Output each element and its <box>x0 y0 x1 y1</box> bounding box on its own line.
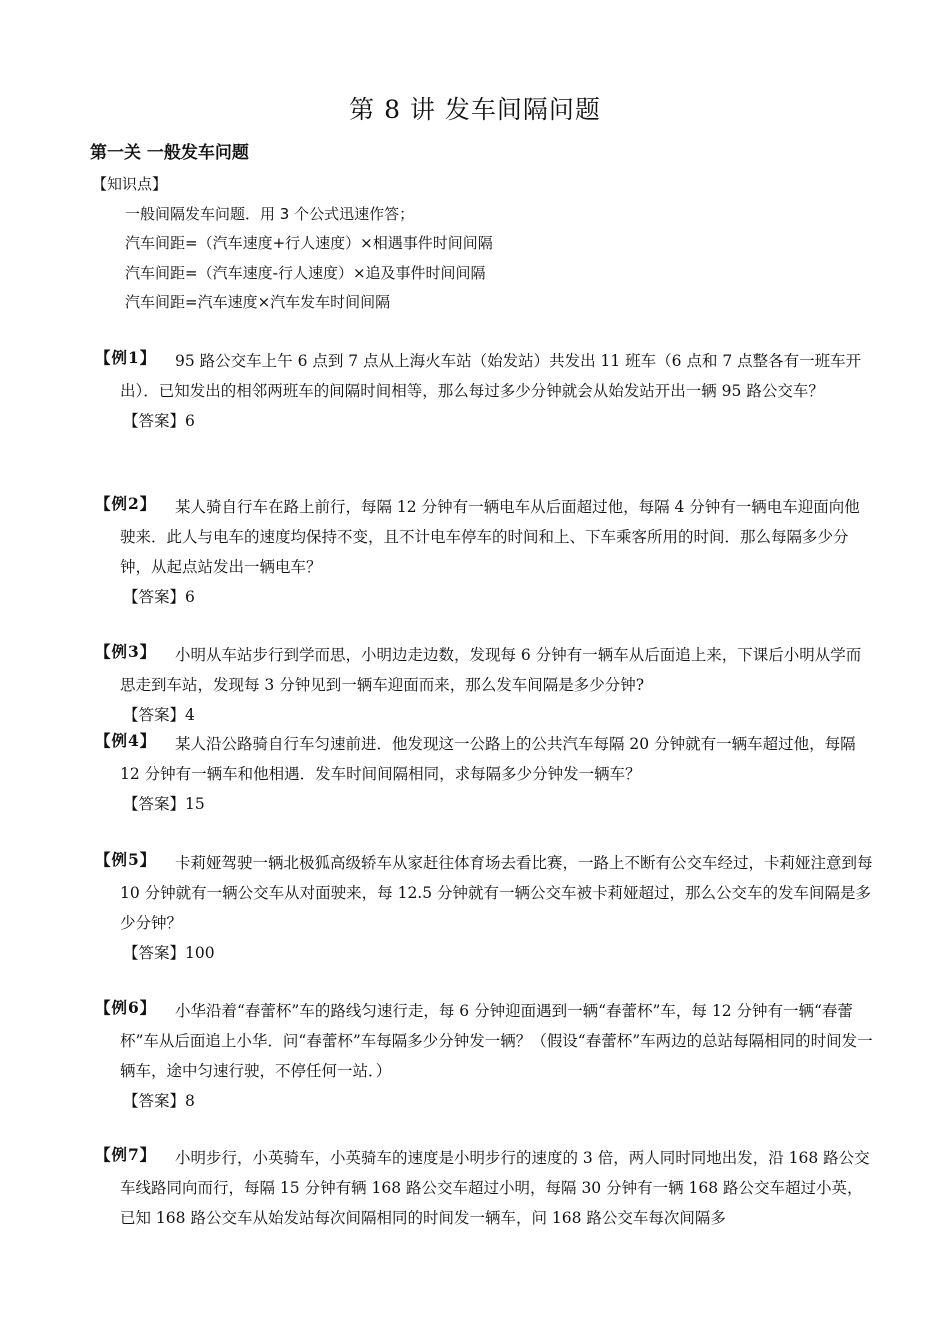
example-question: 某人沿公路骑自行车匀速前进．他发现这一公路上的公共汽车每隔 20 分钟就有一辆车超过他，每隔 12 分钟有一辆车和他相遇．发车时间间隔相同，求每隔多少分钟发一辆车？ <box>120 735 856 783</box>
example-2 <box>95 492 875 612</box>
example-question: 卡莉娅驾驶一辆北极狐高级轿车从家赶往体育场去看比赛，一路上不断有公交车经过，卡莉娅注意到每 10 分钟就有一辆公交车从对面驶来，每 12.5 分钟就有一辆公交车被卡莉娅超过，那么公交车的发车间隔是多少分钟？ <box>120 854 873 932</box>
example-label: 【例2】 <box>95 494 157 513</box>
formula-line-chase: 汽车间距=（汽车速度-行人速度）×追及事件时间间隔 <box>125 264 486 282</box>
example-answer: 【答案】6 <box>123 412 195 430</box>
example-question: 95 路公交车上午 6 点到 7 点从上海火车站（始发站）共发出 11 班车（6 点和 7 点整各有一班车开出）．已知发出的相邻两班车的间隔时间相等，那么每过多少分钟就会从始发站开出一辆 95 路公交车？ <box>120 352 862 400</box>
example-label: 【例5】 <box>95 850 157 869</box>
example-answer: 【答案】15 <box>123 795 205 813</box>
example-4 <box>95 729 875 819</box>
example-answer: 【答案】6 <box>123 588 195 606</box>
example-question: 小华沿着“春蕾杯”车的路线匀速行走，每 6 分钟迎面遇到一辆“春蕾杯”车，每 12 分钟有一辆“春蕾杯”车从后面追上小华．问“春蕾杯”车每隔多少分钟发一辆？（假设“春蕾杯”车两边的总站每隔相同的时间发一辆车，途中匀速行驶，不停任何一站．） <box>120 1002 873 1080</box>
example-question: 某人骑自行车在路上前行，每隔 12 分钟有一辆电车从后面超过他，每隔 4 分钟有一辆电车迎面向他驶来．此人与电车的速度均保持不变，且不计电车停车的时间和上、下车乘客所用的时间．那么每隔多少分钟，从起点站发出一辆电车？ <box>120 498 860 576</box>
example-6 <box>95 996 875 1116</box>
example-label: 【例6】 <box>95 998 157 1017</box>
example-3 <box>95 640 875 730</box>
example-1 <box>95 346 875 436</box>
example-label: 【例4】 <box>95 731 157 750</box>
formula-line-depart: 汽车间距=汽车速度×汽车发车时间间隔 <box>125 293 391 311</box>
example-label: 【例7】 <box>95 1145 157 1164</box>
example-label: 【例3】 <box>95 642 157 661</box>
formula-line-meet: 汽车间距=（汽车速度+行人速度）×相遇事件时间间隔 <box>125 234 493 252</box>
example-5 <box>95 848 875 968</box>
section-heading: 第一关 一般发车问题 <box>90 143 249 163</box>
example-question: 小明步行，小英骑车，小英骑车的速度是小明步行的速度的 3 倍，两人同时同地出发，沿 168 路公交车线路同向而行，每隔 15 分钟有辆 168 路公交车超过小明，每隔 30 分钟有一辆 168 路公交车超过小英，已知 168 路公交车从始发站每次间隔相同的时间发一辆车，问 168 路公交车每次间隔多 <box>120 1149 870 1227</box>
example-answer: 【答案】8 <box>123 1092 195 1110</box>
example-7 <box>95 1143 875 1233</box>
formula-line-intro: 一般间隔发车问题．用 3 个公式迅速作答； <box>125 205 415 223</box>
example-label: 【例1】 <box>95 348 157 367</box>
example-answer: 【答案】100 <box>123 944 215 962</box>
page-title: 第 8 讲 发车间隔问题 <box>349 95 601 124</box>
example-question: 小明从车站步行到学而思，小明边走边数，发现每 6 分钟有一辆车从后面追上来，下课后小明从学而思走到车站，发现每 3 分钟见到一辆车迎面而来，那么发车间隔是多少分钟? <box>120 646 862 694</box>
example-answer: 【答案】4 <box>123 706 195 724</box>
knowledge-label: 【知识点】 <box>92 175 168 193</box>
